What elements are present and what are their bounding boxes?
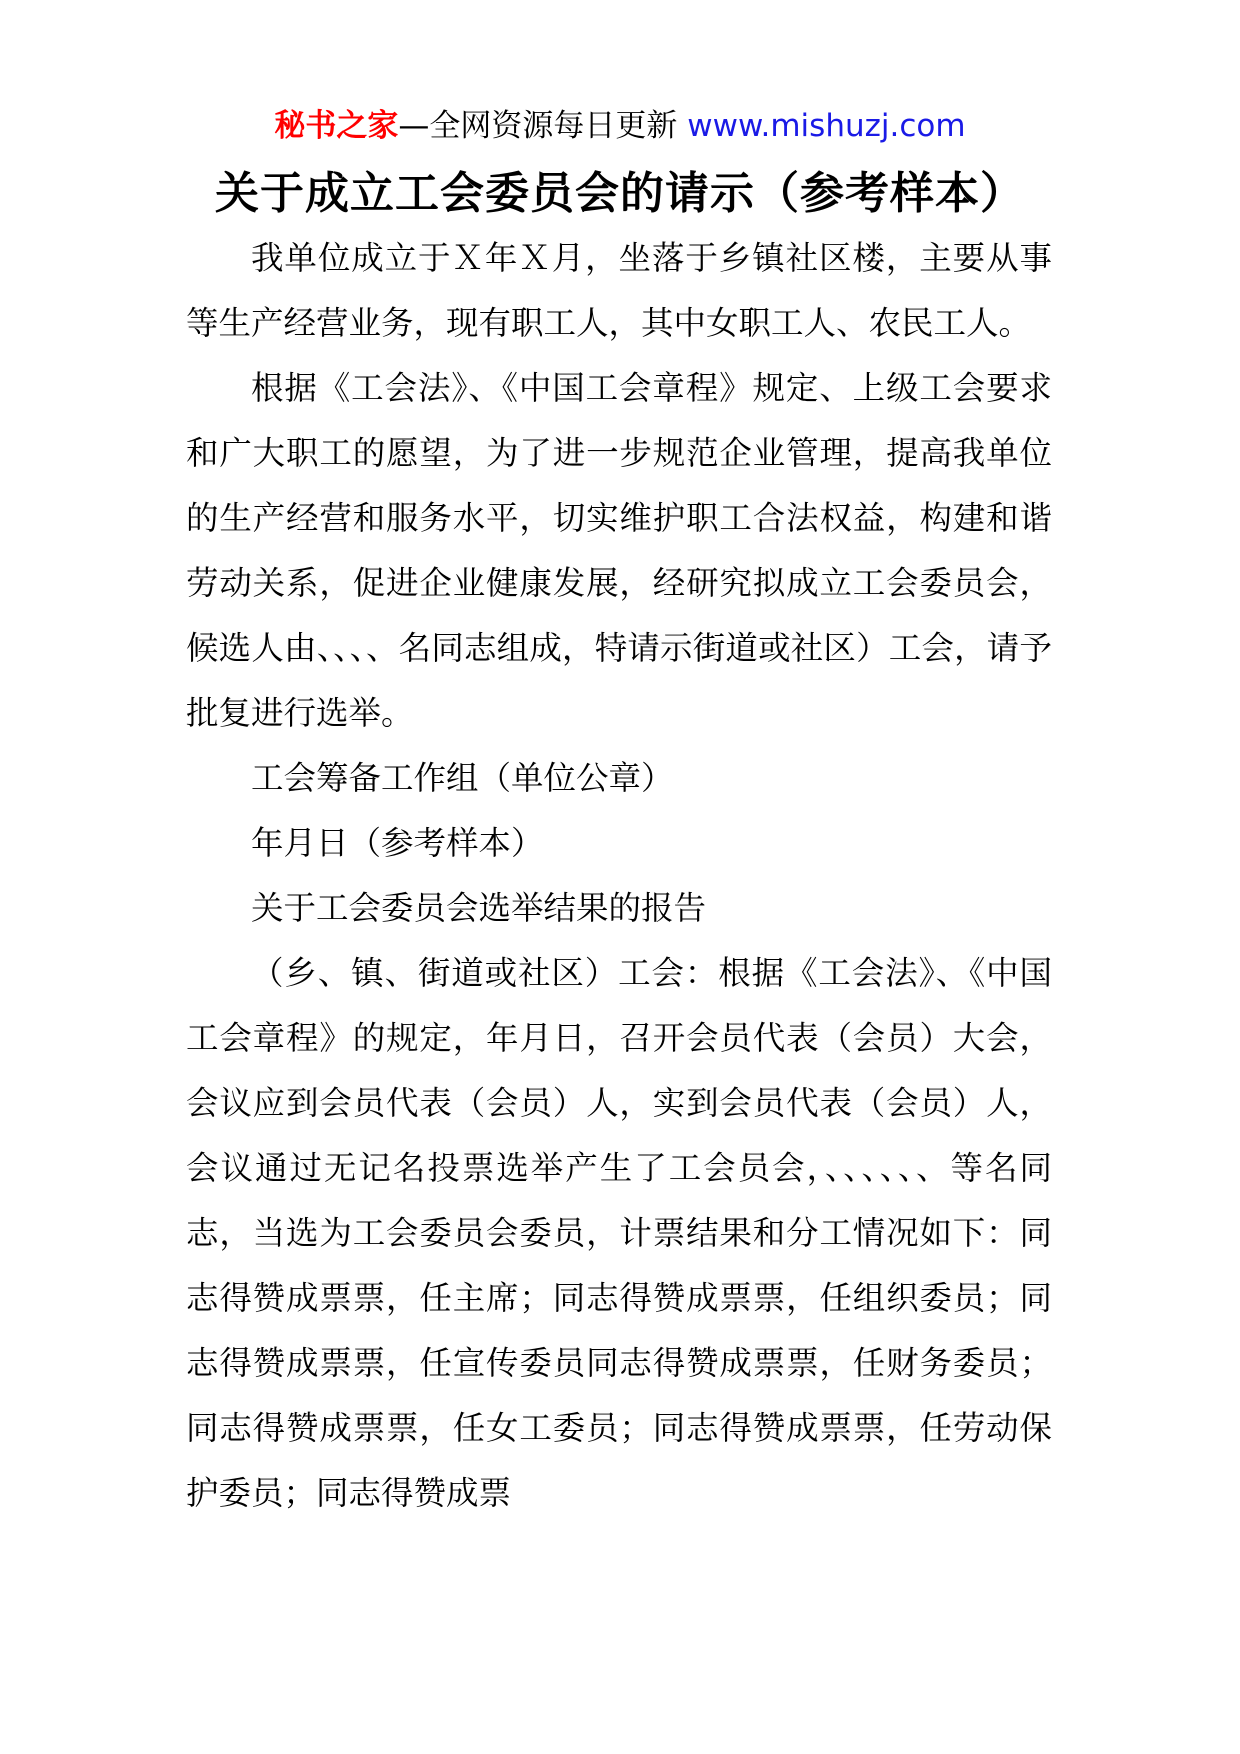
paragraph-report-title: 关于工会委员会选举结果的报告 [251,889,707,927]
paragraph-signature: 工会筹备工作组（单位公章） [251,759,674,797]
site-header [0,104,1240,148]
document-body [186,226,1052,1526]
header-tagline: —全网资源每日更新 [398,108,688,144]
brand-name: 秘书之家 [274,108,399,144]
paragraph-request: 根据《工会法》、《中国工会章程》规定、上级工会要求和广大职工的愿望，为了进一步规范企业管理，提高我单位的生产经营和服务水平，切实维护职工合法权益，构建和谐劳动关系，促进企业健康发展，经研究拟成立工会委员会，候选人由、、、、名同志组成，特请示街道或社区）工会，请予批复进行选举。 [186,369,1052,732]
paragraph-intro: 我单位成立于Ｘ年Ｘ月，坐落于乡镇社区楼，主要从事等生产经营业务，现有职工人，其中女职工人、农民工人。 [186,239,1052,342]
document-title: 关于成立工会委员会的请示（参考样本） [215,168,1025,219]
paragraph-date: 年月日（参考样本） [251,824,544,862]
site-url: www.mishuzj.com [687,108,966,144]
paragraph-report-body: （乡、镇、街道或社区）工会：根据《工会法》、《中国工会章程》的规定，年月日，召开会员代表（会员）大会，会议应到会员代表（会员）人，实到会员代表（会员）人，会议通过无记名投票选举产生了工会员会，、、、、、、等名同志，当选为工会委员会委员，计票结果和分工情况如下：同志得赞成票票，任主席；同志得赞成票票，任组织委员；同志得赞成票票，任宣传委员同志得赞成票票，任财务委员；同志得赞成票票，任女工委员；同志得赞成票票，任劳动保护委员；同志得赞成票 [186,954,1052,1512]
